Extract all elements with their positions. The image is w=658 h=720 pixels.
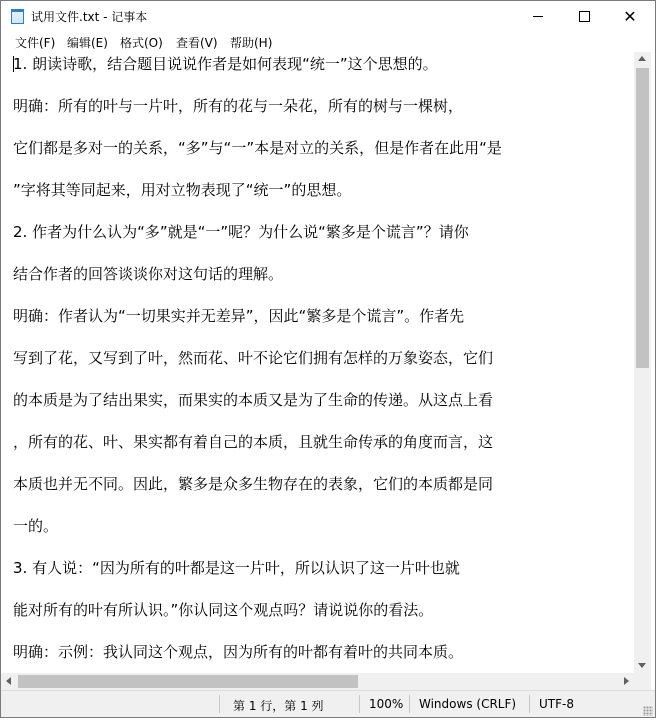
scroll-up-arrow-icon[interactable] (638, 56, 646, 61)
menu-file[interactable]: 文件(F) (15, 36, 56, 50)
zoom-level: 100% (369, 697, 404, 711)
notepad-app-icon (11, 9, 24, 24)
horizontal-scroll-thumb[interactable] (18, 675, 358, 688)
menu-view[interactable]: 查看(V) (176, 36, 218, 50)
status-divider (359, 695, 360, 713)
cursor-position: 第 1 行，第 1 列 (233, 699, 324, 713)
scroll-left-arrow-icon[interactable] (6, 677, 11, 685)
text-line: 能对所有的叶有所认识。”你认同这个观点吗？请说说你的看法。 (13, 601, 434, 619)
text-line: 2. 作者为什么认为“多”就是“一”呢？为什么说“繁多是个谎言”？请你 (13, 223, 469, 241)
status-bar (1, 690, 655, 718)
horizontal-scrollbar[interactable] (1, 673, 634, 690)
text-line: ”字将其等同起来，用对立物表现了“统一”的思想。 (13, 181, 352, 199)
close-icon: ✕ (623, 6, 637, 26)
text-line: 明确：示例：我认同这个观点，因为所有的叶都有着叶的共同本质。 (13, 643, 464, 661)
text-line: 1. 朗读诗歌，结合题目说说作者是如何表现“统一”这个思想的。 (13, 55, 438, 73)
text-editor-area[interactable] (1, 52, 634, 673)
text-line: 一的。 (13, 517, 59, 535)
maximize-button[interactable] (561, 1, 607, 32)
text-line: 写到了花，又写到了叶，然而花、叶不论它们拥有怎样的万象姿态，它们 (13, 349, 494, 367)
text-line: 3. 有人说：“因为所有的叶都是这一片叶，所以认识了这一片叶也就 (13, 559, 460, 577)
encoding: UTF-8 (539, 697, 574, 711)
menu-help[interactable]: 帮助(H) (230, 36, 273, 50)
menu-bar (1, 32, 655, 52)
close-button[interactable] (607, 1, 653, 32)
text-line: 结合作者的回答谈谈你对这句话的理解。 (13, 265, 284, 283)
menu-format[interactable]: 格式(O) (120, 36, 163, 50)
text-line: 它们都是多对一的关系，“多”与“一”本是对立的关系，但是作者在此用“是 (13, 139, 502, 157)
line-ending: Windows (CRLF) (419, 697, 517, 711)
scroll-right-arrow-icon[interactable] (624, 677, 629, 685)
text-line: 的本质是为了结出果实，而果实的本质又是为了生命的传递。从这点上看 (13, 391, 494, 409)
scrollbar-corner (634, 673, 651, 690)
vertical-scroll-thumb[interactable] (636, 68, 649, 368)
status-divider (219, 695, 220, 713)
window-title: 试用文件.txt - 记事本 (31, 10, 148, 24)
title-bar[interactable] (1, 1, 655, 32)
text-line: 本质也并无不同。因此，繁多是众多生物存在的表象，它们的本质都是同 (13, 475, 494, 493)
text-line: 明确：作者认为“一切果实并无差异”，因此“繁多是个谎言”。作者先 (13, 307, 465, 325)
maximize-icon (579, 11, 590, 22)
scroll-down-arrow-icon[interactable] (638, 663, 646, 668)
minimize-button[interactable] (515, 1, 561, 32)
vertical-scrollbar[interactable] (634, 52, 651, 673)
text-line: ，所有的花、叶、果实都有着自己的本质，且就生命传承的角度而言，这 (13, 433, 494, 451)
text-line: 明确：所有的叶与一片叶，所有的花与一朵花，所有的树与一棵树， (13, 97, 464, 115)
menu-edit[interactable]: 编辑(E) (67, 36, 108, 50)
minimize-icon (533, 16, 543, 17)
resize-grip-icon[interactable] (643, 706, 653, 716)
status-divider (529, 695, 530, 713)
status-divider (409, 695, 410, 713)
